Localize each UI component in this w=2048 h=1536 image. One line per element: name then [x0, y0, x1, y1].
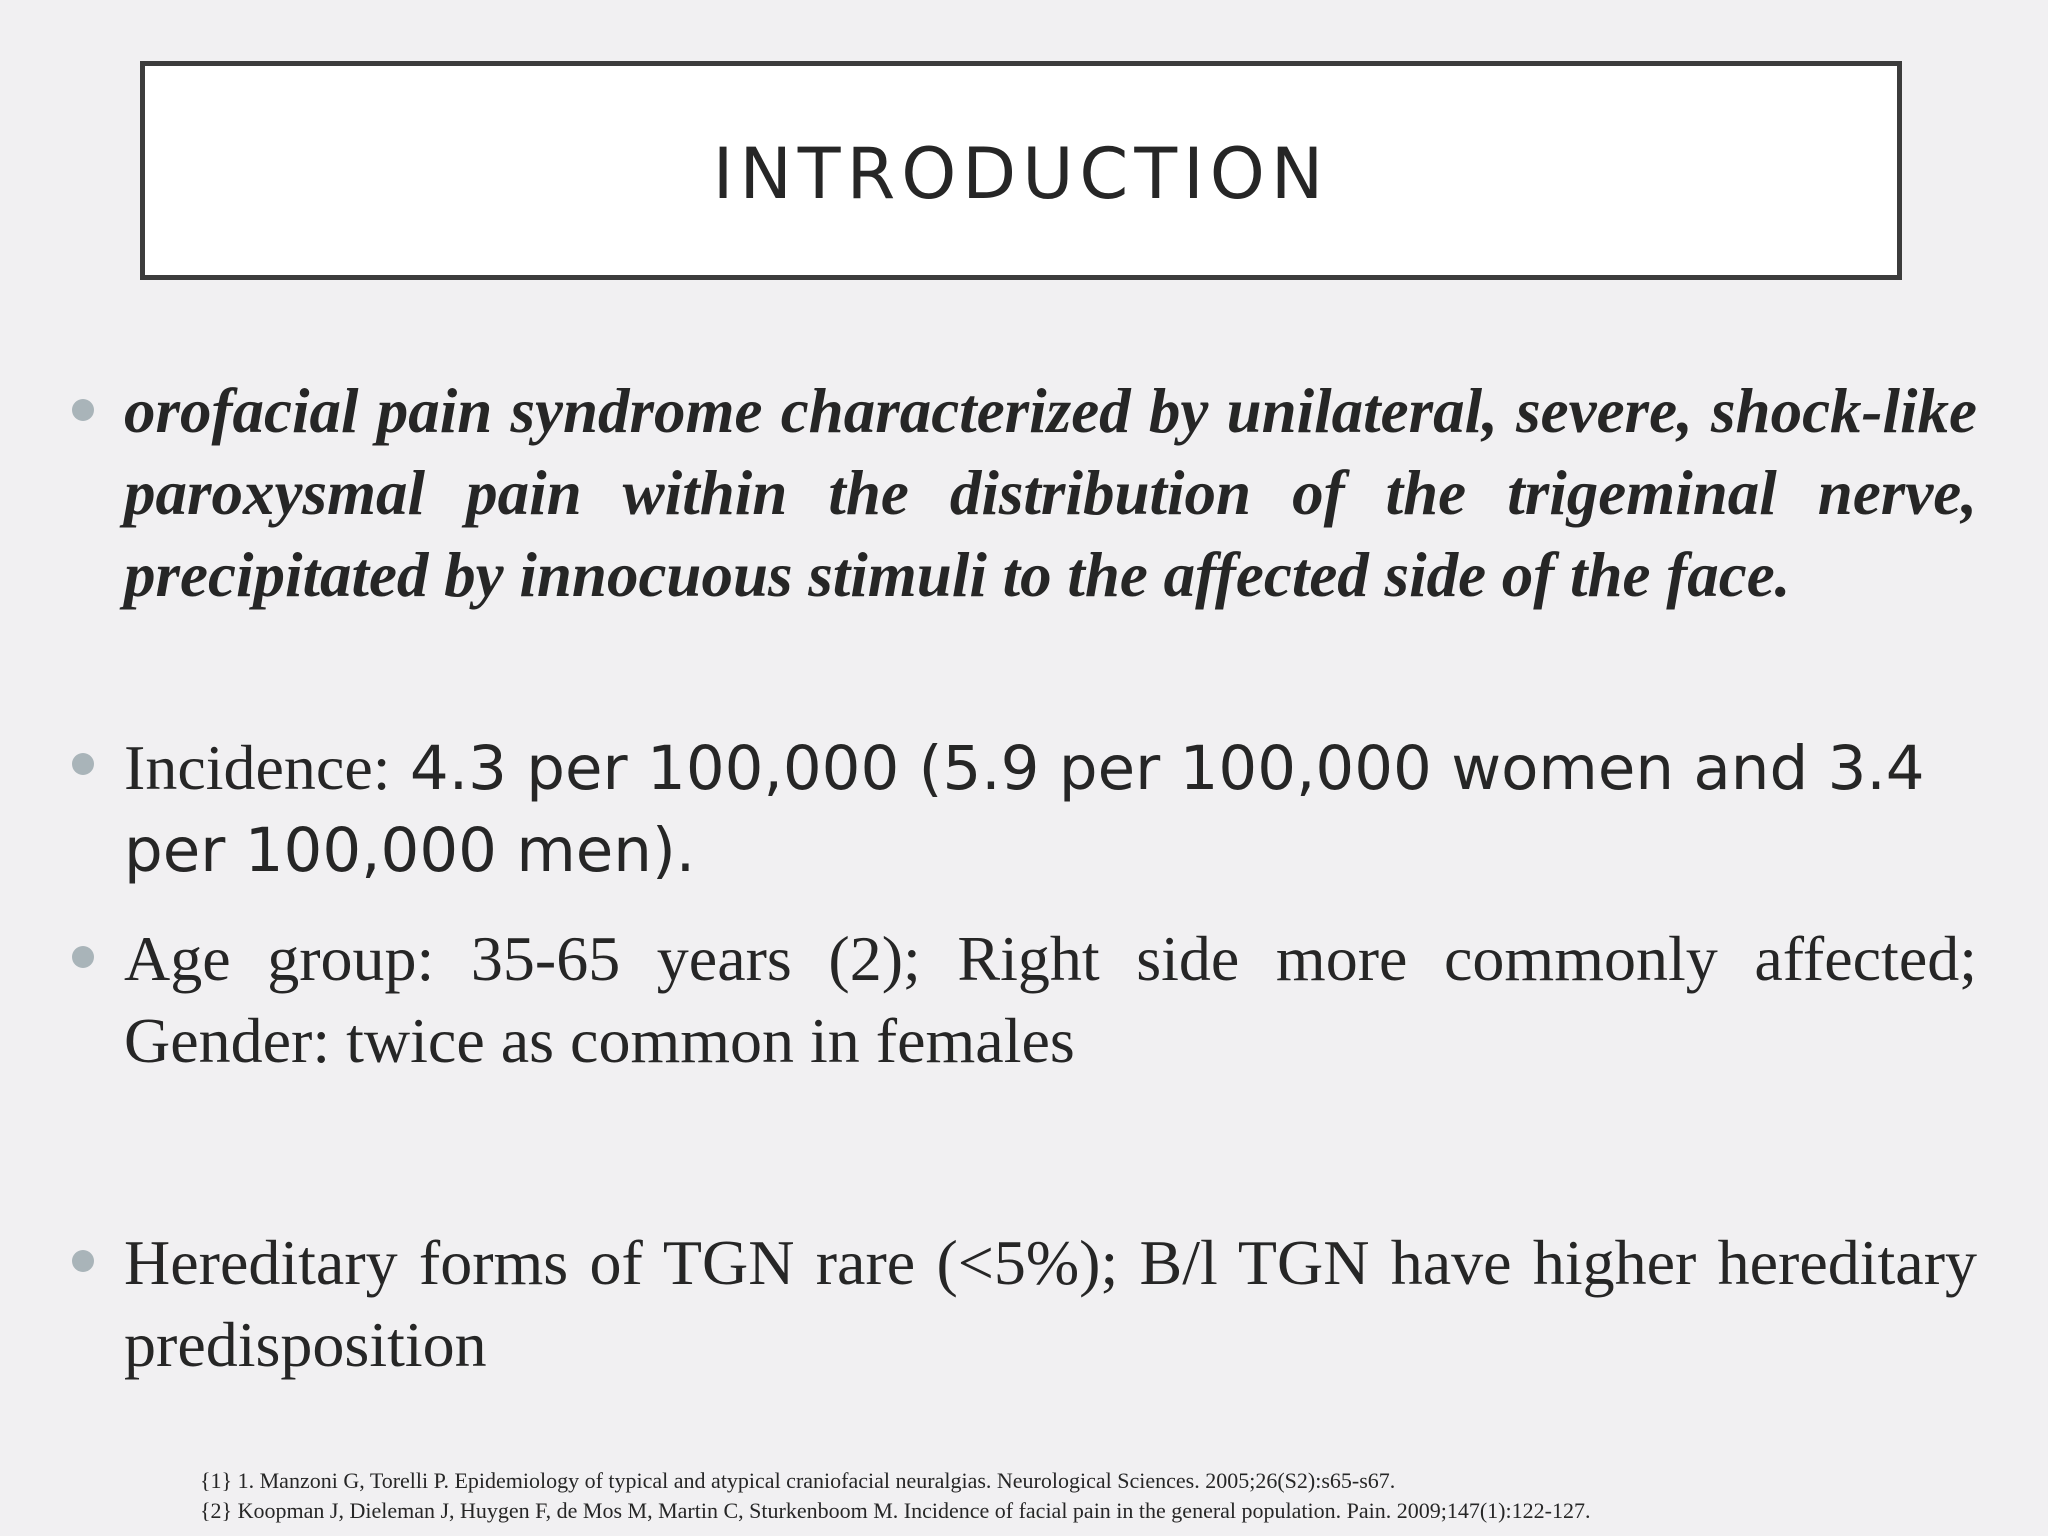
bullet-text-age-group: Age group: 35-65 years (2); Right side more commonly affected; Gender: twice as common in females — [124, 923, 1977, 1076]
bullet-dot-icon — [72, 1250, 94, 1272]
bullet-text-incidence — [124, 727, 1977, 892]
bullet-dot-icon — [72, 946, 94, 968]
bullet-dot-icon — [72, 399, 94, 421]
reference-1: {1} 1. Manzoni G, Torelli P. Epidemiology of typical and atypical craniofacial neuralgias. Neurological Sciences. 2005;26(S2):s65-s67. — [200, 1468, 1396, 1493]
bullet-text-definition: orofacial pain syndrome characterized by unilateral, severe, shock-like paroxysmal pain within the distribution of the trigeminal nerve, precipitated by innocuous stimuli to the affected side of the face. — [124, 376, 1977, 610]
references — [200, 1466, 2020, 1526]
bullet-text-hereditary: Hereditary forms of TGN rare (<5%); B/l TGN have higher hereditary predisposition — [124, 1227, 1977, 1380]
reference-2: {2} Koopman J, Dieleman J, Huygen F, de Mos M, Martin C, Sturkenboom M. Incidence of facial pain in the general population. Pain. 2009;147(1):122-127. — [200, 1498, 1591, 1523]
incidence-label: Incidence: — [124, 732, 391, 803]
bullet-dot-icon — [72, 753, 94, 775]
incidence-value: 4.3 per 100,000 (5.9 per 100,000 women and 3.4 per 100,000 men). — [124, 733, 1925, 886]
slide-title: INTRODUCTION — [712, 132, 1330, 215]
title-box — [140, 61, 1902, 280]
